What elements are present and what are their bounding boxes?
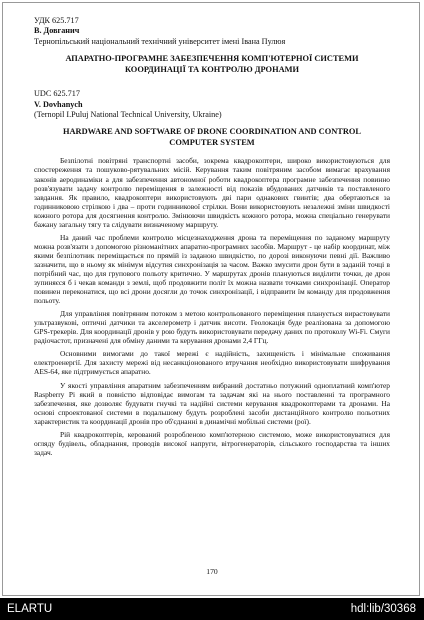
paragraph-4: Основними вимогами до такої мережі є надійність, захищеність і мінімальне споживання електроенергії. Для захисту мережі від несанкціонованого втручання необхідно використовувати шифрування AES-64, яке підтримується апаратно. (34, 349, 390, 377)
en-udc: UDC 625.717 (34, 89, 80, 99)
paragraph-6: Рій квадрокоптерів, керований розробленою комп'ютерною системою, може використовуватися для огляду будівель, обладнання, проводів високої напруги, вітрогенераторів, сільського господарства та інших задач. (34, 429, 390, 457)
paragraph-3: Для управління повітряним потоком з метою контрольованого переміщення планується вирастовувати ультразвукові, оптичні датчики та акселерометр і датчик висоти. Геолокація буде реалізована за допомогою GPS-трекерів. Для координації дронів у рою будуть використовувати передачу даних по протоколу Wi-Fi. Смуги радіочастот, призначені для обміну даними та керування дронами 2,4 ГГц. (34, 309, 390, 346)
en-title: HARDWARE AND SOFTWARE OF DRONE COORDINATION AND CONTROL COMPUTER SYSTEM (62, 127, 362, 148)
ua-header (34, 16, 390, 75)
paragraph-2: На даний час проблеми контролю місцезнаходження дрона та переміщення по заданому маршруту можна розв'язати з допомогою різноманітних апаратно-програмних засобів. Маршрут - це набір координат, між якими безпілотник переміщається по прямій із заданою швидкістю, по дорозі виконуючи певні дії. Важливо зазначити, що в ньому як мінімум відсутня синхронізація за часом. Важко змусити дрон бути в заданій точці в потрібний час, що для групового польоту критично. У маршрутах дронів плануються виділити точки, де дрон зупиняєся б і чекав команди з землі, щоб продовжити політ їх можна назвати точками синхронізації. Оператор повинен переконатися, що всі дрони досягли до точок синхронізації, і відправити їм команду для продовження польоту. (34, 232, 390, 306)
ua-author: В. Довганич (34, 26, 80, 36)
paper-page (34, 16, 390, 457)
footer-bar (0, 598, 424, 620)
en-author: V. Dovhanych (34, 99, 83, 109)
en-affiliation: (Ternopil I.Puluj National Technical University, Ukraine) (34, 110, 222, 120)
footer-repository-label: ELARTU (7, 603, 53, 615)
ua-affiliation: Тернопільський національний технічний університет імені Івана Пулюя (34, 36, 286, 46)
page-number: 170 (206, 567, 218, 576)
ua-udc: УДК 625.717 (34, 16, 79, 25)
paragraph-5: У якості управління апаратним забезпеченням вибраний достатньо потужний одноплатний комп'ютер Raspberry Pi який в повністю відповідає вимогам та задачам які на нього поставленні та програмного забезпечення, яке дозволяє будувати гнучкі та надійні системи керування квадрокоптерами та дронами. На основі спроектованої системи в подальшому будуть розроблені засоби дистанційного контролю польотних характеристик та координації дронів про об'єднанні в динамічні мобільні системи (рої). (34, 380, 390, 426)
paragraph-1: Безпілотні повітряні транспортні засоби, зокрема квадрокоптери, широко використовуються для спостереження та пошуково-рятувальних місій. Керування таким повітряним засобом вимагає врахування законів аеродинаміки а для забезпечення автономної роботи квадрокоптера програмне забезпечення повинно розв'язувати задачу контролю переміщення в залежності від показів вбудованих датчиків та поставленого завдання. Як правило, квадрокоптери використовують дві пари однакових гвинтів; два обертаються за годинниковою стрілкою і два – проти годинникової стрілки. Вони використовують незалежні зміни швидкості кожного ротора для досягнення контролю. Змінюючи швидкість кожного ротора, можна спеціально генерувати бажану загальну тягу та слідувати визначеному маршруту. (34, 156, 390, 229)
footer-handle-link[interactable]: hdl:lib/30368 (350, 603, 416, 615)
ua-title: АПАРАТНО-ПРОГРАМНЕ ЗАБЕЗПЕЧЕННЯ КОМП'ЮТЕРНОЇ СИСТЕМИ КООРДИНАЦІЇ ТА КОНТРОЛЮ ДРОНАМИ (65, 54, 359, 75)
body-text (34, 156, 390, 456)
en-header (34, 89, 390, 148)
